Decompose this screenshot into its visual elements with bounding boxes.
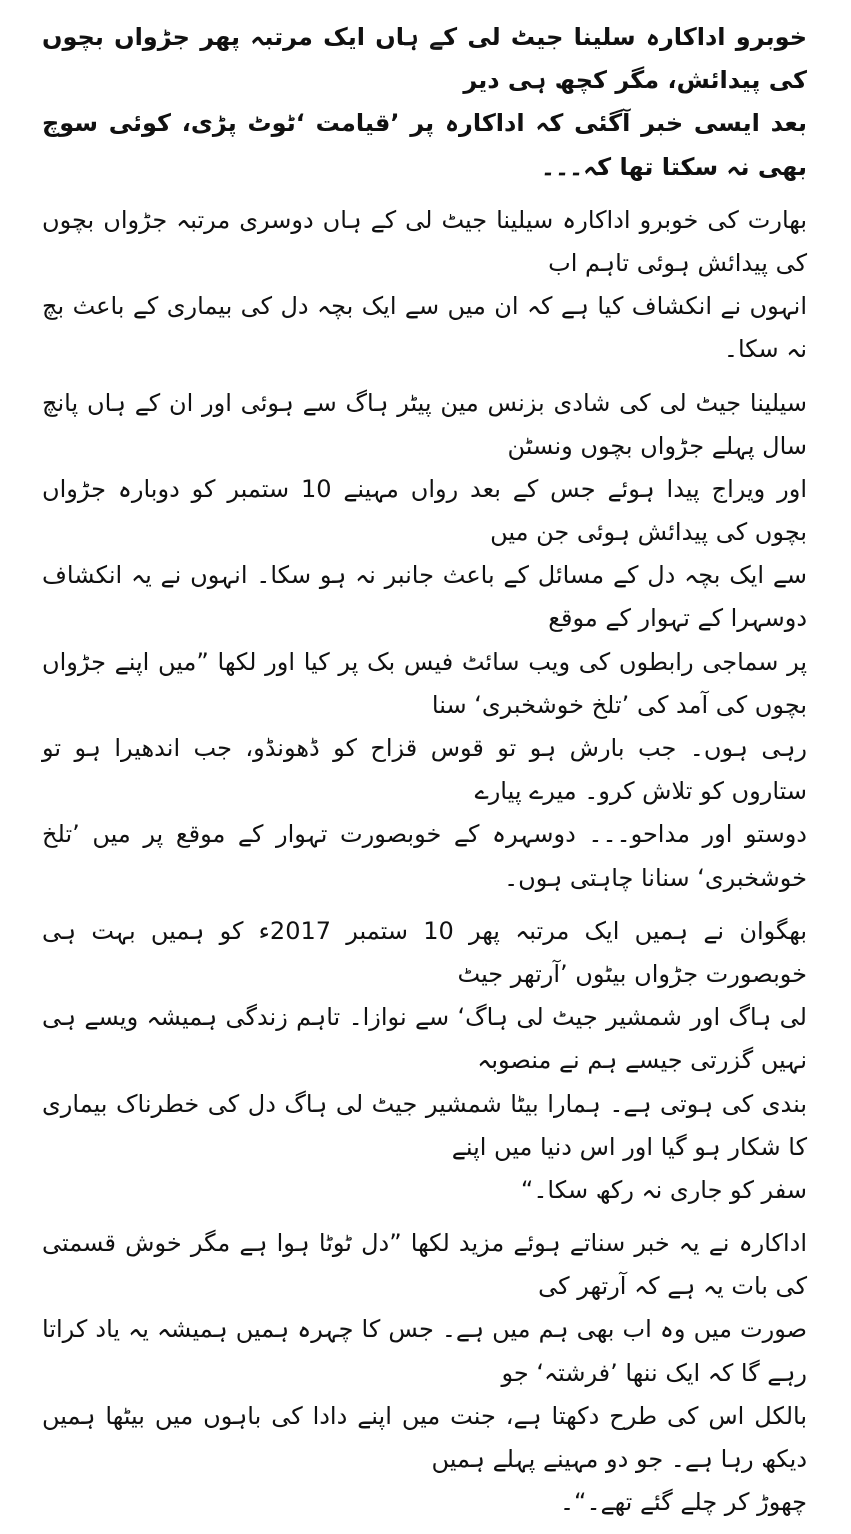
article-paragraph-1: بھارت کی خوبرو اداکارہ سیلینا جیٹ لی کے ہاں دوسری مرتبہ جڑواں بچوں کی پیدائش ہوئی تاہم اب انہوں نے انکشاف کیا ہے کہ ان میں سے ایک بچہ دل کی بیماری کے باعث بچ نہ سکا۔ bbox=[42, 205, 807, 364]
article-body bbox=[42, 16, 807, 1534]
article-lead-paragraph: خوبرو اداکارہ سلینا جیٹ لی کے ہاں ایک مرتبہ پھر جڑواں بچوں کی پیدائش، مگر کچھ ہی دیر بعد ایسی خبر آگئی کہ اداکارہ پر ’قیامت ‘ٹوٹ پڑی، کوئی سوچ بھی نہ سکتا تھا کہ۔۔۔ bbox=[42, 23, 807, 181]
article-paragraph-2: سیلینا جیٹ لی کی شادی بزنس مین پیٹر ہاگ سے ہوئی اور ان کے ہاں پانچ سال پہلے جڑواں بچوں ونسٹن اور ویراج پیدا ہوئے جس کے بعد رواں مہینے 10 ستمبر کو دوبارہ جڑواں بچوں کی پیدائش ہوئی جن میں سے ایک بچہ دل کے مسائل کے باعث جانبر نہ ہو سکا۔ انہوں نے یہ انکشاف دوسہرا کے تہوار کے موقع پر سماجی رابطوں کی ویب سائٹ فیس بک پر کیا اور لکھا ”میں اپنے جڑواں بچوں کی آمد کی ’تلخ خوشخبری‘ سنا رہی ہوں۔ جب بارش ہو تو قوس قزاح کو ڈھونڈو، جب اندھیرا ہو تو ستاروں کو تلاش کرو۔ میرے پیارے دوستو اور مداحو۔۔۔ دوسہرہ کے خوبصورت تہوار کے موقع پر میں ’تلخ خوشخبری‘ سنانا چاہتی ہوں۔ bbox=[42, 388, 807, 892]
article-paragraph-3: بھگوان نے ہمیں ایک مرتبہ پھر 10 ستمبر 2017ء کو ہمیں بہت ہی خوبصورت جڑواں بیٹوں ’آرتھر جیٹ لی ہاگ اور شمشیر جیٹ لی ہاگ‘ سے نوازا۔ تاہم زندگی ہمیشہ ویسے ہی نہیں گزرتی جیسے ہم نے منصوبہ بندی کی ہوتی ہے۔ ہمارا بیٹا شمشیر جیٹ لی ہاگ دل کی خطرناک بیماری کا شکار ہو گیا اور اس دنیا میں اپنے سفر کو جاری نہ رکھ سکا۔“ bbox=[42, 916, 807, 1204]
article-paragraph-4: اداکارہ نے یہ خبر سناتے ہوئے مزید لکھا ”دل ٹوٹا ہوا ہے مگر خوش قسمتی کی بات یہ ہے کہ آرتھر کی صورت میں وہ اب بھی ہم میں ہے۔ جس کا چہرہ ہمیں ہمیشہ یہ یاد کراتا رہے گا کہ ایک ننھا ’فرشتہ‘ جو بالکل اس کی طرح دکھتا ہے، جنت میں اپنے دادا کی باہوں میں بیٹھا ہمیں دیکھ رہا ہے۔ جو دو مہینے پہلے ہمیں چھوڑ کر چلے گئے تھے۔“۔ bbox=[42, 1229, 807, 1517]
